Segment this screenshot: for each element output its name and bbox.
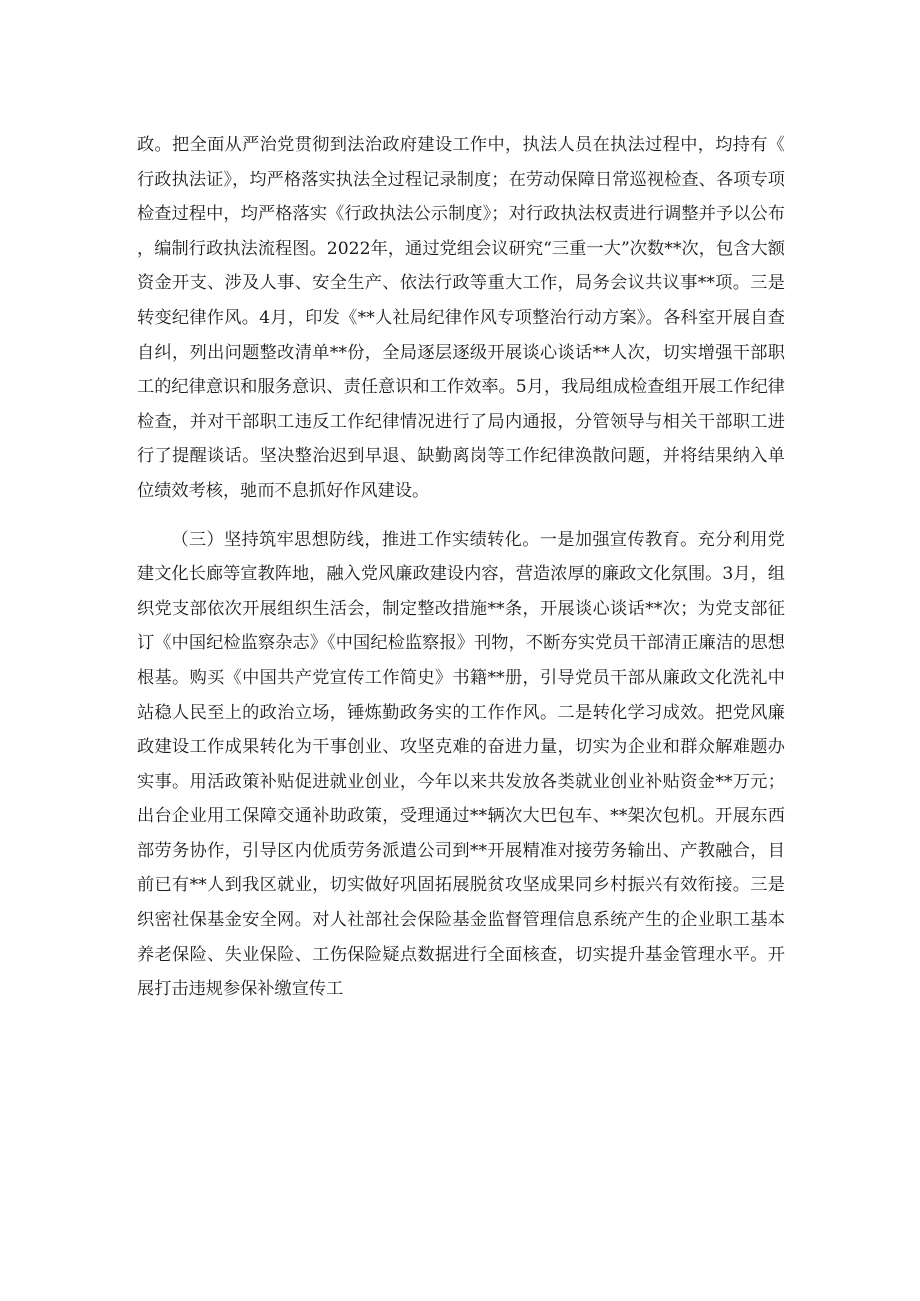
paragraph-ideological-defense: （三）坚持筑牢思想防线，推进工作实绩转化。一是加强宣传教育。充分利用党建文化长廊等宣教阵地，融入党风廉政建设内容，营造浓厚的廉政文化氛围。3月，组织党支部依次开展组织生活会，制定整改措施**条，开展谈心谈话**次；为党支部征订《中国纪检监察杂志》《中国纪检监察报》刊物，不断夯实党员干部清正廉洁的思想根基。购买《中国共产党宣传工作简史》书籍**册，引导党员干部从廉政文化洗礼中站稳人民至上的政治立场，锤炼勤政务实的工作作风。二是转化学习成效。把党风廉政建设工作成果转化为干事创业、攻坚克难的奋进力量，切实为企业和群众解难题办实事。用活政策补贴促进就业创业，今年以来共发放各类就业创业补贴资金**万元；出台企业用工保障交通补助政策，受理通过**辆次大巴包车、**架次包机。开展东西部劳务协作，引导区内优质劳务派遣公司到**开展精准对接劳务输出、产教融合，目前已有**人到我区就业，切实做好巩固拓展脱贫攻坚成果同乡村振兴有效衔接。三是织密社保基金安全网。对人社部社会保险基金监督管理信息系统产生的企业职工基本养老保险、失业保险、工伤保险疑点数据进行全面核查，切实提升基金管理水平。开展打击违规参保补缴宣传工 [137,529,785,1000]
document-page [137,128,785,1007]
paragraph-work-style: 政。把全面从严治党贯彻到法治政府建设工作中，执法人员在执法过程中，均持有《行政执法证》，均严格落实执法全过程记录制度；在劳动保障日常巡视检查、各项专项检查过程中，均严格落实《行政执法公示制度》；对行政执法权责进行调整并予以公布，编制行政执法流程图。2022年，通过党组会议研究“三重一大”次数**次，包含大额资金开支、涉及人事、安全生产、依法行政等重大工作，局务会议共议事**项。三是转变纪律作风。4月，印发《**人社局纪律作风专项整治行动方案》。各科室开展自查自纠，列出问题整改清单**份，全局逐层逐级开展谈心谈话**人次，切实增强干部职工的纪律意识和服务意识、责任意识和工作效率。5月，我局组成检查组开展工作纪律检查，并对干部职工违反工作纪律情况进行了局内通报，分管领导与相关干部职工进行了提醒谈话。坚决整治迟到早退、缺勤离岗等工作纪律涣散问题，并将结果纳入单位绩效考核，驰而不息抓好作风建设。 [137,135,785,501]
